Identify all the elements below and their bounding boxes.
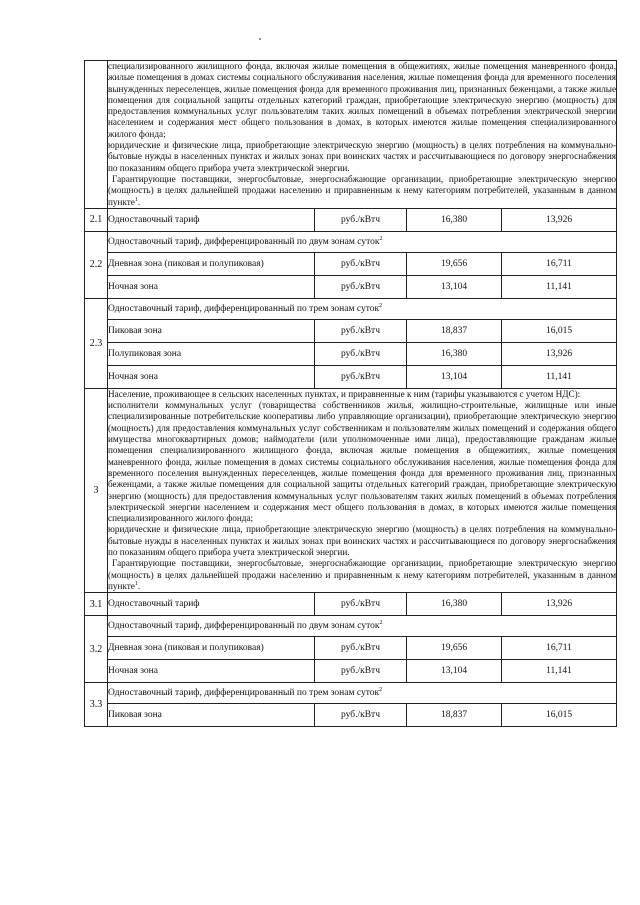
row-number: 3.2 bbox=[85, 616, 108, 683]
row-number: 2.3 bbox=[85, 298, 108, 388]
group-heading: Одноставочный тариф, дифференцированный по трем зонам суток$^2$ bbox=[108, 683, 617, 704]
value-cell: 16,380 bbox=[407, 208, 502, 231]
zone-label: Ночная зона bbox=[108, 275, 315, 298]
row-number: 3.3 bbox=[85, 683, 108, 727]
row-number: 2.1 bbox=[85, 208, 108, 231]
unit-cell: руб./кВтч bbox=[315, 319, 407, 342]
value-cell: 13,104 bbox=[407, 275, 502, 298]
row-number: 3.1 bbox=[85, 593, 108, 616]
scan-speck bbox=[259, 38, 261, 40]
value-cell: 18,837 bbox=[407, 704, 502, 727]
table-row bbox=[85, 208, 617, 231]
row-number: 2.2 bbox=[85, 231, 108, 298]
unit-cell: руб./кВтч bbox=[315, 208, 407, 231]
unit-cell: руб./кВтч bbox=[315, 275, 407, 298]
value-cell: 13,926 bbox=[502, 342, 617, 365]
category-description bbox=[108, 61, 617, 209]
table-row bbox=[85, 342, 617, 365]
paragraph: юридические и физические лица, приобретающие электрическую энергию (мощность) в целях потребления на коммунально-бытовые нужды в населенных пунктах и жилых зонах при воинских частях и рассчитывающиеся по договору энергоснабжения по показаниям общего прибора учета электрической энергии. bbox=[108, 140, 617, 173]
zone-label: Дневная зона (пиковая и полупиковая) bbox=[108, 637, 315, 660]
table-row bbox=[85, 252, 617, 275]
value-cell: 13,926 bbox=[502, 208, 617, 231]
table-row bbox=[85, 61, 617, 209]
value-cell: 16,015 bbox=[502, 704, 617, 727]
table-row bbox=[85, 683, 617, 704]
zone-label: Дневная зона (пиковая и полупиковая) bbox=[108, 252, 315, 275]
unit-cell: руб./кВтч bbox=[315, 365, 407, 388]
paragraph: специализированного жилищного фонда, включая жилые помещения в общежитиях, жилые помещения маневренного фонда, жилые помещения в домах системы социального обслуживания населения, жилые помещения фонда для временного поселения вынужденных переселенцев, жилые помещения фонда для временного проживания лиц, признанных беженцами, а также жилые помещения для социальной защиты отдельных категорий граждан, приобретающие электрическую энергию (мощность) для предоставления коммунальных услуг пользователям таких жилых помещений в объемах потребления электрической энергии населением и содержания мест общего пользования в домах, в которых имеются жилые помещения специализированного жилого фонда; bbox=[108, 61, 617, 139]
value-cell: 13,104 bbox=[407, 365, 502, 388]
table-row bbox=[85, 275, 617, 298]
paragraph: Гарантирующие поставщики, энергосбытовые, энергоснабжающие организации, приобретающие электрическую энергию (мощность) в целях дальнейшей продажи населению и приравненным к нему категориям потребителей, указанным в данном пункте$^1$. bbox=[108, 558, 617, 591]
zone-label: Ночная зона bbox=[108, 365, 315, 388]
unit-cell: руб./кВтч bbox=[315, 252, 407, 275]
zone-label: Полупиковая зона bbox=[108, 342, 315, 365]
table-row bbox=[85, 365, 617, 388]
paragraph: исполнители коммунальных услуг (товарищества собственников жилья, жилищно-строительные, жилищные или иные специализированные потребительские кооперативы либо управляющие организации), приобретающие электрическую энергию (мощность) для предоставления коммунальных услуг собственникам и пользователям жилых помещений и содержания общего имущества многоквартирных домов; наймодатели (или уполномоченные ими лица), предоставляющие гражданам жилые помещения специализированного жилищного фонда, включая жилые помещения в общежитиях, жилые помещения маневренного фонда, жилые помещения в домах системы социального обслуживания населения, жилые помещения фонда для временного поселения вынужденных переселенцев, жилые помещения фонда для временного проживания лиц, признанных беженцами, а также жилые помещения для социальной защиты отдельных категорий граждан, приобретающие электрическую энергию (мощность) для предоставления коммунальных услуг пользователям таких жилых помещений в объемах потребления электрической энергии населением и содержания мест общего пользования в домах, в которых имеются жилые помещения специализированного жилого фонда; bbox=[108, 400, 617, 524]
unit-cell: руб./кВтч bbox=[315, 342, 407, 365]
table-row bbox=[85, 637, 617, 660]
value-cell: 13,104 bbox=[407, 660, 502, 683]
unit-cell: руб./кВтч bbox=[315, 660, 407, 683]
tariff-label: Одноставочный тариф bbox=[108, 593, 315, 616]
value-cell: 11,141 bbox=[502, 660, 617, 683]
row-number bbox=[85, 61, 108, 209]
tariff-table bbox=[84, 60, 617, 727]
category-description bbox=[108, 388, 617, 592]
value-cell: 11,141 bbox=[502, 275, 617, 298]
row-number: 3 bbox=[85, 388, 108, 592]
group-heading: Одноставочный тариф, дифференцированный по трем зонам суток$^2$ bbox=[108, 298, 617, 319]
tariff-label: Одноставочный тариф bbox=[108, 208, 315, 231]
paragraph: Гарантирующие поставщики, энергосбытовые, энергоснабжающие организации, приобретающие электрическую энергию (мощность) в целях дальнейшей продажи населению и приравненным к нему категориям потребителей, указанным в данном пункте$^1$. bbox=[108, 173, 617, 207]
zone-label: Пиковая зона bbox=[108, 704, 315, 727]
table-row bbox=[85, 298, 617, 319]
group-heading: Одноставочный тариф, дифференцированный по двум зонам суток$^2$ bbox=[108, 231, 617, 252]
value-cell: 11,141 bbox=[502, 365, 617, 388]
unit-cell: руб./кВтч bbox=[315, 637, 407, 660]
table-row bbox=[85, 593, 617, 616]
footnote-mark: 1 bbox=[134, 580, 138, 587]
footnote-mark: 1 bbox=[134, 196, 138, 203]
paragraph: Население, проживающее в сельских населенных пунктах, и приравненные к ним (тарифы указываются с учетом НДС): bbox=[108, 388, 581, 399]
value-cell: 16,380 bbox=[407, 342, 502, 365]
value-cell: 18,837 bbox=[407, 319, 502, 342]
unit-cell: руб./кВтч bbox=[315, 704, 407, 727]
table-row bbox=[85, 616, 617, 637]
value-cell: 13,926 bbox=[502, 593, 617, 616]
value-cell: 19,656 bbox=[407, 252, 502, 275]
table-row bbox=[85, 660, 617, 683]
value-cell: 16,380 bbox=[407, 593, 502, 616]
zone-label: Ночная зона bbox=[108, 660, 315, 683]
unit-cell: руб./кВтч bbox=[315, 593, 407, 616]
paragraph: юридические и физические лица, приобретающие электрическую энергию (мощность) в целях потребления на коммунально-бытовые нужды в населенных пунктах и жилых зонах при воинских частях и рассчитывающиеся по договору энергоснабжения по показаниям общего прибора учета электрической энергии. bbox=[108, 524, 617, 558]
value-cell: 16,711 bbox=[502, 637, 617, 660]
value-cell: 16,711 bbox=[502, 252, 617, 275]
zone-label: Пиковая зона bbox=[108, 319, 315, 342]
value-cell: 16,015 bbox=[502, 319, 617, 342]
value-cell: 19,656 bbox=[407, 637, 502, 660]
table-row bbox=[85, 704, 617, 727]
group-heading: Одноставочный тариф, дифференцированный по двум зонам суток$^2$ bbox=[108, 616, 617, 637]
table-row bbox=[85, 231, 617, 252]
table-row bbox=[85, 388, 617, 592]
table-row bbox=[85, 319, 617, 342]
